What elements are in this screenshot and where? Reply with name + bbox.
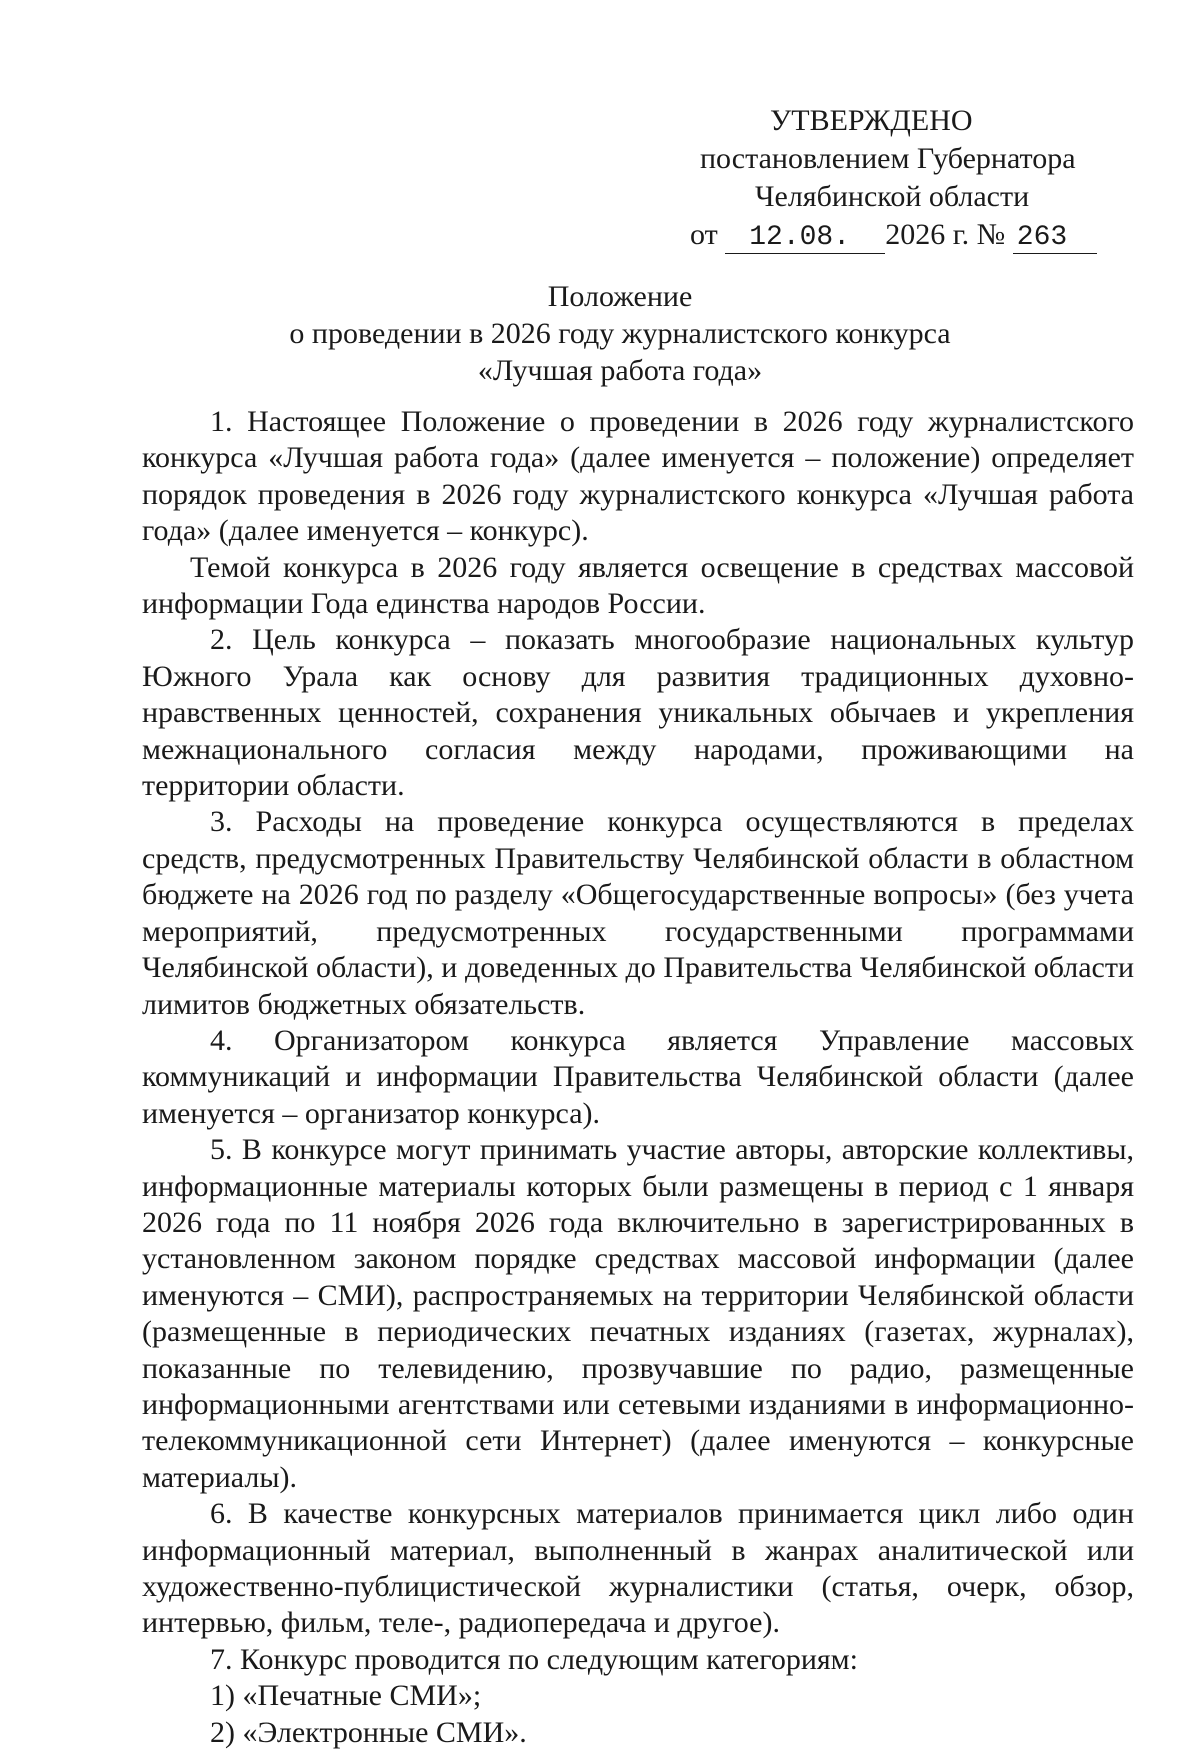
category-1: 1) «Печатные СМИ»; — [210, 1679, 482, 1713]
category-2: 2) «Электронные СМИ». — [210, 1715, 527, 1749]
paragraph-3: 3. Расходы на проведение конкурса осуществляются в пределах средств, предусмотренных Правительству Челябинской области в областном бюджете на 2026 год по разделу «Общегосударственные вопросы» (без учета мероприятий, предусмотренных государственными программами Челябинской области), и доведенных до Правительства Челябинской области лимитов бюджетных обязательств. — [142, 805, 1134, 1021]
document-body — [142, 404, 1134, 1751]
approval-by-line: постановлением Губернатора — [700, 142, 1076, 175]
title-line-3: «Лучшая работа года» — [477, 354, 763, 387]
title-line-2: о проведении в 2026 году журналистского конкурса — [289, 317, 951, 350]
paragraph-2: 2. Цель конкурса – показать многообразие национальных культур Южного Урала как основу для развития традиционных духовно-нравственных ценностей, сохранения уникальных обычаев и укрепления межнационального согласия между народами, проживающими на территории области. — [142, 623, 1134, 803]
paragraph-5: 5. В конкурсе могут принимать участие авторы, авторские коллективы, информационные материалы которых были размещены в период с 1 января 2026 года по 11 ноября 2026 года включительно в зарегистрированных в установленном законом порядке средствах массовой информации (далее именуются – СМИ), распространяемых на территории Челябинской области (размещенные в периодических печатных изданиях (газетах, журналах), показанные по телевидению, прозвучавшие по радио, размещенные информационными агентствами или сетевыми изданиями в информационно-телекоммуникационной сети Интернет) (далее именуются – конкурсные материалы). — [142, 1133, 1134, 1494]
paragraph-1: 1. Настоящее Положение о проведении в 2026 году журналистского конкурса «Лучшая работа года» (далее именуется – положение) определяет порядок проведения в 2026 году журналистского конкурса «Лучшая работа года» (далее именуется – конкурс). — [142, 405, 1134, 548]
document-title — [0, 278, 1200, 389]
paragraph-theme: Темой конкурса в 2026 году является освещение в средствах массовой информации Года единства народов России. — [142, 550, 1134, 621]
date-prefix: от — [690, 218, 718, 251]
paragraph-7: 7. Конкурс проводится по следующим категориям: — [210, 1642, 858, 1676]
approval-date-line — [690, 216, 1100, 254]
year-suffix: 2026 г. № — [885, 218, 1006, 251]
document-number: 263 — [1013, 223, 1097, 254]
approval-stamp: УТВЕРЖДЕНО — [770, 104, 973, 137]
paragraph-4: 4. Организатором конкурса является Управление массовых коммуникаций и информации Правительства Челябинской области (далее именуется – организатор конкурса). — [142, 1023, 1134, 1130]
date-value: 12.08. — [725, 223, 885, 254]
approval-region-line: Челябинской области — [755, 180, 1030, 213]
paragraph-6: 6. В качестве конкурсных материалов принимается цикл либо один информационный материал, выполненный в жанрах аналитической или художественно-публицистической журналистики (статья, очерк, обзор, интервью, фильм, теле-, радиопередача и другое). — [142, 1497, 1134, 1640]
title-line-1: Положение — [547, 280, 693, 313]
approval-block — [690, 102, 1100, 254]
